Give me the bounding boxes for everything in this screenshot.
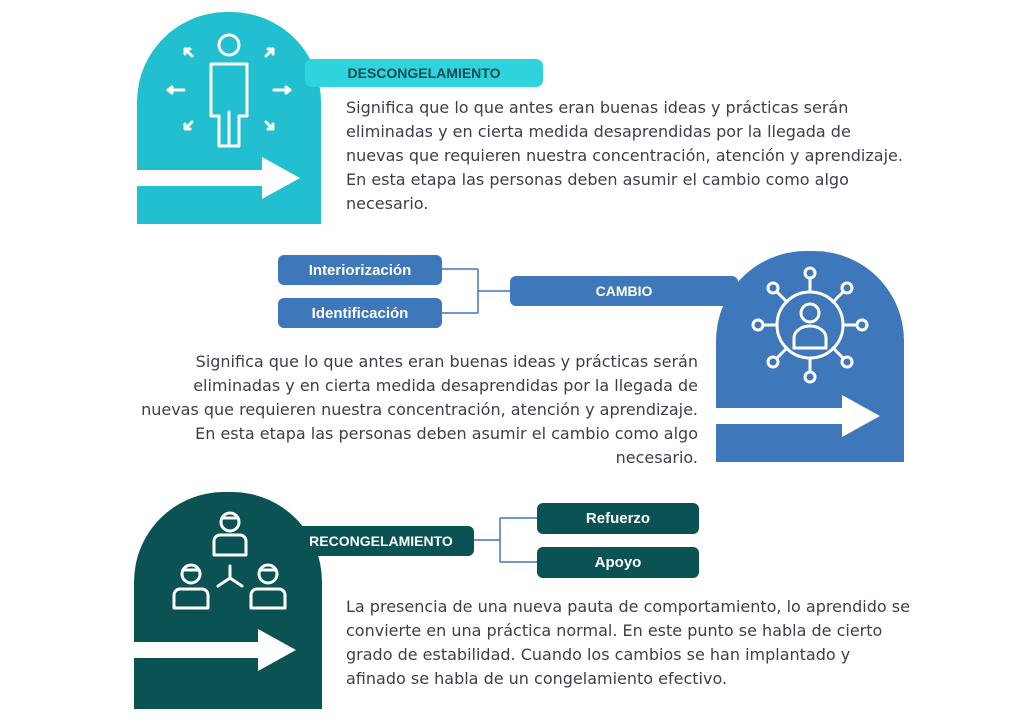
stage1-label: DESCONGELAMIENTO <box>305 59 543 87</box>
sub-item-apoyo: Apoyo <box>537 547 699 578</box>
stage3-description: La presencia de una nueva pauta de comportamiento, lo aprendido se convierte en una práctica normal. En este punto se habla de cierto grado de estabilidad. Cuando los cambios se han implantado y afinado se habla de un congelamiento efectivo. <box>346 597 910 688</box>
sub-item-identificacion: Identificación <box>278 298 442 328</box>
stage2-label: CAMBIO <box>510 276 738 306</box>
stage3-label: RECONGELAMIENTO <box>288 526 474 556</box>
stage2-description: Significa que lo que antes eran buenas ideas y prácticas serán eliminadas y en cierta medida desaprendidas por la llegada de nuevas que requieren nuestra concentración, atención y aprendizaje. En esta etapa las personas deben asumir el cambio como algo necesario. <box>141 352 698 467</box>
sub-item-refuerzo: Refuerzo <box>537 503 699 534</box>
sub-item-interiorizacion: Interiorización <box>278 255 442 285</box>
stage1-description: Significa que lo que antes eran buenas ideas y prácticas serán eliminadas y en cierta medida desaprendidas por la llegada de nuevas que requieren nuestra concentración, atención y aprendizaje. En esta etapa las personas deben asumir el cambio como algo necesario. <box>346 98 903 213</box>
